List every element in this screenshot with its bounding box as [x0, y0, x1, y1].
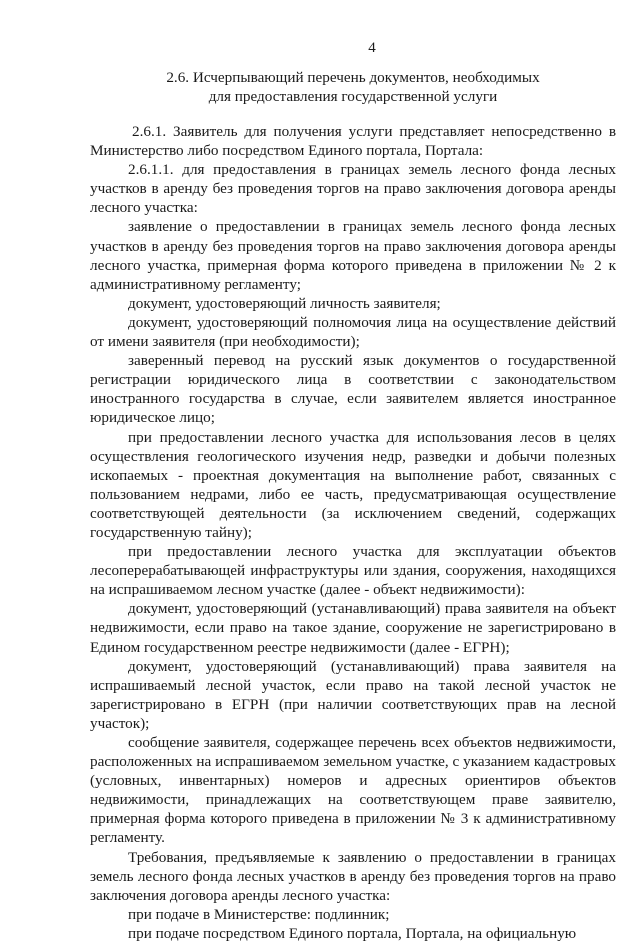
body-text: [90, 122, 616, 943]
paragraph-2-6-1-1: 2.6.1.1. для предоставления в границах земель лесного фонда лесных участков в аренду без проведения торгов на право заключения договора аренды лесного участка:: [90, 161, 616, 217]
paragraph-plot-rights: документ, удостоверяющий (устанавливающий) права заявителя на испрашиваемый лесной участок, если право на такой лесной участок не зарегистрировано в ЕГРН (при наличии соответствующих прав на лесной участок);: [90, 657, 616, 732]
paragraph-application: заявление о предоставлении в границах земель лесного фонда лесных участков в аренду без проведения торгов на право заключения договора аренды лесного участка, примерная форма которого приведена в приложении № 2 к административному регламенту;: [90, 218, 616, 293]
paragraph-geology: при предоставлении лесного участка для использования лесов в целях осуществления геологического изучения недр, разведки и добычи полезных ископаемых - проектная документация на выполнение работ, связанных с пользованием недрами, либо ее часть, предусматривающая осуществление соответствующей деятельности (за исключением сведений, содержащих государственную тайну);: [90, 428, 616, 541]
paragraph-authority-document: документ, удостоверяющий полномочия лица на осуществление действий от имени заявителя (при необходимости);: [90, 313, 616, 351]
paragraph-ministry-submission: при подаче в Министерстве: подлинник;: [128, 905, 390, 923]
section-title-line-1: 2.6. Исчерпывающий перечень документов, необходимых: [166, 69, 540, 86]
paragraph-applicant-message: сообщение заявителя, содержащее перечень всех объектов недвижимости, расположенных на испрашиваемом земельном участке, с указанием кадастровых (условных, инвентарных) номеров и адресных ориентиров объектов недвижимости, принадлежащих на соответствующем праве заявителю, примерная форма которого приведена в приложении № 3 к административному регламенту.: [90, 734, 616, 847]
section-title: [90, 68, 616, 106]
section-title-line-2: для предоставления государственной услуги: [208, 88, 498, 105]
paragraph-identity-document: документ, удостоверяющий личность заявителя;: [128, 294, 441, 312]
paragraph-2-6-1: 2.6.1. Заявитель для получения услуги представляет непосредственно в Министерство либо посредством Единого портала, Портала:: [90, 123, 616, 160]
paragraph-requirements: Требования, предъявляемые к заявлению о предоставлении в границах земель лесного фонда лесных участков в аренду без проведения торгов на право заключения договора аренды лесного участка:: [90, 848, 616, 904]
paragraph-infrastructure: при предоставлении лесного участка для эксплуатации объектов лесоперерабатывающей инфраструктуры или здания, сооружения, находящихся на испрашиваемом лесном участке (далее - объект недвижимости):: [90, 543, 616, 599]
page-number: 4: [368, 40, 376, 56]
paragraph-translation: заверенный перевод на русский язык документов о государственной регистрации юридического лица в соответствии с законодательством иностранного государства в случае, если заявителем является иностранное юридическое лицо;: [90, 352, 616, 427]
paragraph-property-rights: документ, удостоверяющий (устанавливающий) права заявителя на объект недвижимости, если право на такое здание, сооружение не зарегистрировано в Едином государственном реестре недвижимости (далее - ЕГРН);: [90, 600, 616, 656]
paragraph-portal-submission: при подаче посредством Единого портала, Портала, на официальную: [128, 924, 577, 942]
